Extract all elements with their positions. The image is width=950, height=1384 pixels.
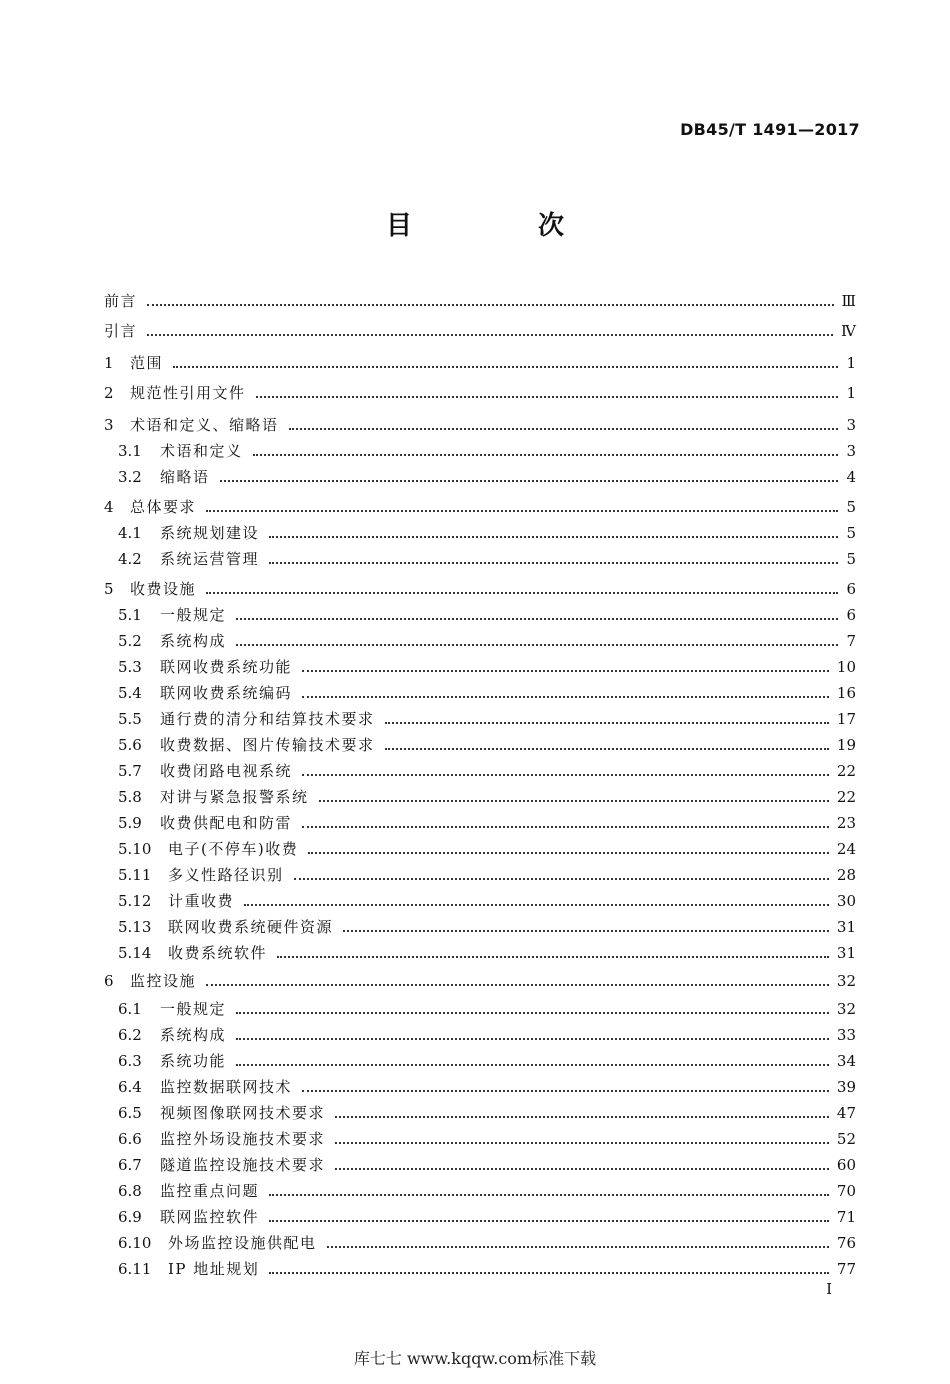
toc-entry-label: 监控外场设施技术要求 [160,1130,326,1148]
toc-entry-number: 5.10 [118,840,152,858]
toc-leader-dots [236,1038,829,1040]
toc-entry-page: 6 [846,606,856,624]
toc-leader-dots [253,454,838,456]
toc-entry-page: 7 [846,632,856,650]
toc-entry-page: 23 [836,814,856,832]
toc-leader-dots [308,852,829,854]
toc-entry-label: 收费设施 [130,580,197,598]
toc-leader-dots [302,696,829,698]
toc-leader-dots [206,592,838,594]
toc-entry[interactable] [0,734,950,756]
toc-leader-dots [147,334,833,336]
toc-entry-page: 3 [846,416,856,434]
toc-entry-number: 6.1 [118,1000,142,1018]
toc-entry[interactable] [0,1180,950,1202]
toc-entry-label: 联网收费系统硬件资源 [168,918,334,936]
toc-entry-label: 术语和定义 [160,442,243,460]
toc-entry-page: 24 [836,840,856,858]
toc-leader-dots [236,1064,829,1066]
toc-entry-number: 4.2 [118,550,142,568]
toc-entry-number: 6.2 [118,1026,142,1044]
toc-entry[interactable] [0,916,950,938]
toc-entry-label: 多义性路径识别 [168,866,284,884]
toc-leader-dots [256,396,838,398]
toc-entry-page: 47 [836,1104,856,1122]
toc-entry-page: 76 [836,1234,856,1252]
toc-leader-dots [220,480,838,482]
toc-leader-dots [147,304,834,306]
toc-entry-label: 系统功能 [160,1052,227,1070]
toc-entry-label: 联网监控软件 [160,1208,260,1226]
toc-entry-number: 5.9 [118,814,142,832]
toc-entry-number: 3.1 [118,442,142,460]
toc-entry[interactable] [0,630,950,652]
toc-entry-number: 4.1 [118,524,142,542]
page-number: I [826,1280,832,1298]
toc-entry[interactable] [0,890,950,912]
toc-entry[interactable] [0,382,950,404]
toc-entry-number: 5.13 [118,918,152,936]
toc-entry-label: 前言 [104,292,138,310]
toc-entry-page: 32 [836,972,856,990]
toc-entry[interactable] [0,760,950,782]
toc-entry-page: 1 [846,384,856,402]
toc-entry[interactable] [0,1206,950,1228]
toc-entry-number: 5.1 [118,606,142,624]
toc-entry-label: 视频图像联网技术要求 [160,1104,326,1122]
toc-entry-page: 31 [836,944,856,962]
toc-leader-dots [236,1012,829,1014]
toc-entry-page: 6 [846,580,856,598]
toc-leader-dots [289,428,838,430]
toc-entry[interactable] [0,942,950,964]
toc-entry-page: 33 [836,1026,856,1044]
toc-entry[interactable] [0,604,950,626]
toc-entry-label: 规范性引用文件 [130,384,246,402]
toc-entry-label: 系统构成 [160,1026,227,1044]
toc-entry-label: 电子(不停车)收费 [168,840,299,858]
toc-entry-number: 5.14 [118,944,152,962]
toc-entry-page: 17 [836,710,856,728]
toc-entry-page: 1 [846,354,856,372]
toc-entry-number: 1 [104,354,114,372]
toc-entry-page: 70 [836,1182,856,1200]
toc-entry-page: 5 [846,524,856,542]
toc-leader-dots [269,562,838,564]
toc-entry-label: 引言 [104,322,138,340]
toc-entry[interactable] [0,998,950,1020]
toc-leader-dots [335,1116,829,1118]
page-title: 目 次 [385,211,614,241]
toc-leader-dots [385,722,829,724]
toc-leader-dots [236,644,838,646]
toc-entry[interactable] [0,656,950,678]
toc-entry-number: 6.11 [118,1260,152,1278]
toc-entry-page: 16 [836,684,856,702]
toc-entry-label: 监控重点问题 [160,1182,260,1200]
toc-entry-number: 5 [104,580,114,598]
toc-entry-label: 收费供配电和防雷 [160,814,293,832]
toc-entry[interactable] [0,290,950,312]
toc-leader-dots [269,536,838,538]
toc-entry[interactable] [0,812,950,834]
toc-entry[interactable] [0,1050,950,1072]
toc-entry-number: 5.8 [118,788,142,806]
toc-entry-label: 总体要求 [130,498,197,516]
toc-entry-number: 3.2 [118,468,142,486]
toc-entry-number: 4 [104,498,114,516]
toc-leader-dots [206,510,838,512]
toc-entry[interactable] [0,970,950,992]
toc-leader-dots [319,800,829,802]
toc-entry[interactable] [0,522,950,544]
toc-entry-number: 6.7 [118,1156,142,1174]
toc-entry[interactable] [0,838,950,860]
toc-entry[interactable] [0,1128,950,1150]
toc-leader-dots [302,826,829,828]
toc-entry-page: 30 [836,892,856,910]
toc-entry-number: 6.10 [118,1234,152,1252]
standard-code: DB45/T 1491—2017 [680,120,860,139]
toc-entry[interactable] [0,1154,950,1176]
toc-leader-dots [335,1142,829,1144]
toc-entry-number: 6.6 [118,1130,142,1148]
toc-entry-label: 收费数据、图片传输技术要求 [160,736,375,754]
toc-entry-label: 一般规定 [160,606,227,624]
toc-leader-dots [173,366,838,368]
toc-entry-label: 通行费的清分和结算技术要求 [160,710,375,728]
toc-leader-dots [269,1194,829,1196]
toc-entry-page: 39 [836,1078,856,1096]
toc-entry-label: 术语和定义、缩略语 [130,416,279,434]
toc-entry-number: 5.11 [118,866,152,884]
toc-leader-dots [294,878,829,880]
toc-entry[interactable] [0,708,950,730]
toc-entry[interactable] [0,786,950,808]
toc-entry[interactable] [0,466,950,488]
toc-entry-number: 6.3 [118,1052,142,1070]
toc-entry-label: 一般规定 [160,1000,227,1018]
toc-entry[interactable] [0,864,950,886]
toc-entry-number: 5.5 [118,710,142,728]
toc-entry-number: 6.8 [118,1182,142,1200]
toc-entry-number: 6.4 [118,1078,142,1096]
toc-entry-number: 6.9 [118,1208,142,1226]
toc-entry-label: 监控数据联网技术 [160,1078,293,1096]
toc-entry-page: 52 [836,1130,856,1148]
toc-leader-dots [385,748,829,750]
toc-entry-label: 范围 [130,354,164,372]
toc-leader-dots [302,670,829,672]
toc-entry-page: 32 [836,1000,856,1018]
toc-entry-label: 系统构成 [160,632,227,650]
toc-entry-number: 5.2 [118,632,142,650]
toc-entry-page: 5 [846,498,856,516]
toc-leader-dots [327,1246,829,1248]
toc-entry[interactable] [0,1102,950,1124]
toc-entry-page: 10 [836,658,856,676]
toc-entry-page: 22 [836,762,856,780]
toc-entry-page: 77 [836,1260,856,1278]
toc-entry-number: 5.7 [118,762,142,780]
toc-entry[interactable] [0,1258,950,1280]
toc-entry-label: 系统运营管理 [160,550,260,568]
toc-entry[interactable] [0,352,950,374]
toc-entry-number: 2 [104,384,114,402]
toc-entry[interactable] [0,496,950,518]
toc-leader-dots [269,1220,829,1222]
toc-leader-dots [343,930,829,932]
toc-entry-label: 隧道监控设施技术要求 [160,1156,326,1174]
toc-entry-page: 34 [836,1052,856,1070]
toc-entry-page: 28 [836,866,856,884]
toc-entry[interactable] [0,414,950,436]
toc-entry-number: 5.6 [118,736,142,754]
toc-entry-label: 计重收费 [168,892,235,910]
toc-leader-dots [269,1272,829,1274]
toc-entry-number: 3 [104,416,114,434]
toc-entry-number: 5.12 [118,892,152,910]
toc-entry-page: 71 [836,1208,856,1226]
toc-entry-label: 缩略语 [160,468,210,486]
toc-entry-label: 联网收费系统功能 [160,658,293,676]
toc-entry-page: 5 [846,550,856,568]
toc-entry[interactable] [0,320,950,342]
toc-entry-page: 31 [836,918,856,936]
toc-entry-label: 对讲与紧急报警系统 [160,788,309,806]
toc-entry-label: IP 地址规划 [168,1260,260,1278]
toc-entry-number: 6.5 [118,1104,142,1122]
toc-entry-page: 60 [836,1156,856,1174]
toc-entry[interactable] [0,682,950,704]
toc-entry-page: Ⅳ [841,322,856,340]
toc-leader-dots [302,774,829,776]
toc-entry-number: 6 [104,972,114,990]
footer-watermark: 库七七 www.kqqw.com标准下载 [353,1349,597,1368]
toc-entry[interactable] [0,1232,950,1254]
toc-leader-dots [302,1090,829,1092]
toc-entry-page: 22 [836,788,856,806]
toc-entry[interactable] [0,1024,950,1046]
toc-entry-label: 收费闭路电视系统 [160,762,293,780]
toc-leader-dots [244,904,829,906]
toc-entry-label: 收费系统软件 [168,944,268,962]
toc-entry-page: 3 [846,442,856,460]
toc-leader-dots [236,618,838,620]
toc-entry-page: 4 [846,468,856,486]
toc-leader-dots [206,984,829,986]
toc-entry-label: 监控设施 [130,972,197,990]
toc-entry-page: Ⅲ [841,292,856,310]
toc-entry[interactable] [0,548,950,570]
toc-leader-dots [277,956,829,958]
toc-entry-number: 5.3 [118,658,142,676]
toc-entry[interactable] [0,1076,950,1098]
toc-leader-dots [335,1168,829,1170]
toc-entry[interactable] [0,578,950,600]
toc-entry-label: 系统规划建设 [160,524,260,542]
toc-entry[interactable] [0,440,950,462]
toc-entry-label: 联网收费系统编码 [160,684,293,702]
toc-entry-number: 5.4 [118,684,142,702]
toc-entry-page: 19 [836,736,856,754]
toc-entry-label: 外场监控设施供配电 [168,1234,317,1252]
